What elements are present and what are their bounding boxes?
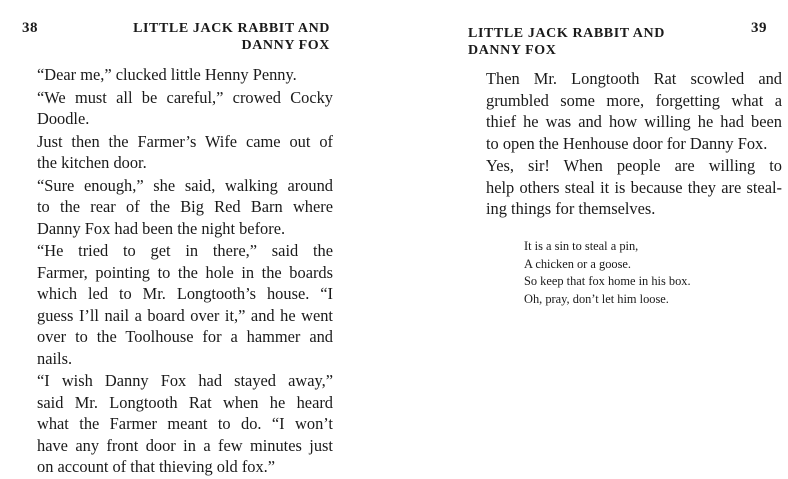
text-line: “Dear me,” clucked little Henny Penny. [37, 65, 297, 84]
paragraph [470, 68, 782, 154]
text-line: on account of that thieving old fox.” [37, 457, 276, 476]
text-line: grumbled some more, forgetting what a [486, 90, 782, 110]
text-line: the kitchen door. [37, 153, 147, 172]
text-line: Danny Fox had been the night before. [37, 218, 286, 238]
text-line: thief he was and how willing he had been [486, 112, 782, 131]
paragraph [21, 240, 333, 369]
text-line: Then Mr. Longtooth Rat scowled and [486, 69, 782, 88]
text-line: “We must all be careful,” crowed Cocky [37, 87, 333, 107]
verse-line: It is a sin to steal a pin, [524, 239, 639, 253]
paragraph [470, 155, 782, 220]
running-head [468, 25, 665, 59]
verse [524, 238, 691, 308]
text-line: ing things for themselves. [486, 199, 656, 218]
text-line: guess I’ll nail a board over it,” and he went [37, 305, 333, 325]
running-head-line: DANNY FOX [241, 38, 330, 53]
text-line: Just then the Farmer’s Wife came out of [37, 131, 333, 151]
text-line: Farmer, pointing to the hole in the boards [37, 262, 333, 282]
verse-line: So keep that fox home in his box. [524, 274, 691, 288]
page-number: 39 [751, 20, 767, 36]
running-head-line: DANNY FOX [468, 43, 557, 58]
text-line: what the Farmer meant to do. “I won’t [37, 414, 333, 433]
text-line: to the rear of the Big Red Barn where [37, 197, 333, 216]
text-line: “He tried to get in there,” said the [37, 241, 333, 260]
text-line: “I wish Danny Fox had stayed away,” [37, 371, 333, 390]
text-line: over to the Toolhouse for a hammer and [37, 327, 333, 346]
text-line: Yes, sir! When people are willing to [486, 156, 782, 175]
body-text [470, 68, 782, 221]
paragraph [21, 64, 333, 86]
running-head-line: LITTLE JACK RABBIT AND [133, 21, 330, 36]
text-line: nails. [37, 348, 73, 368]
running-head-line: LITTLE JACK RABBIT AND [468, 26, 665, 41]
paragraph [21, 87, 333, 130]
text-line: have any front door in a few minutes just [37, 435, 333, 455]
text-line: which led to Mr. Longtooth’s house. “I [37, 284, 333, 303]
text-line: said Mr. Longtooth Rat when he heard [37, 392, 333, 412]
verse-line: A chicken or a goose. [524, 256, 632, 271]
page-number: 38 [22, 20, 38, 36]
text-line: Doodle. [37, 109, 90, 128]
running-head [133, 20, 330, 54]
text-line: to open the Henhouse door for Danny Fox. [486, 133, 768, 153]
text-line: “Sure enough,” she said, walking around [37, 175, 333, 195]
verse-line: Oh, pray, don’t let him loose. [524, 291, 669, 306]
paragraph [21, 370, 333, 478]
paragraph [21, 131, 333, 174]
right-page [460, 0, 788, 475]
body-text [21, 64, 333, 479]
text-line: help others steal it is because they are steal- [486, 177, 782, 197]
paragraph [21, 175, 333, 240]
